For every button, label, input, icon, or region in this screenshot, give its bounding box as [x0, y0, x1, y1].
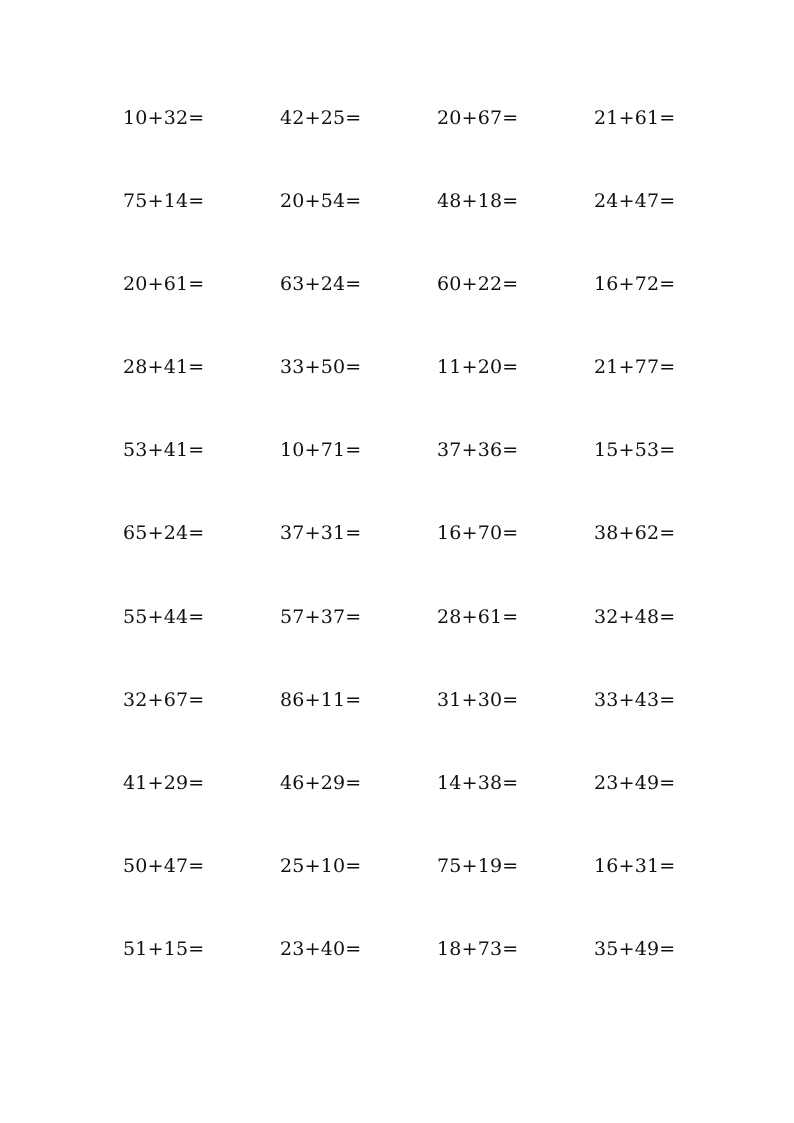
- addition-problem: 18+73=: [437, 938, 519, 960]
- addition-problem: 24+47=: [594, 190, 676, 212]
- addition-problem: 51+15=: [123, 938, 205, 960]
- addition-problem: 21+61=: [594, 107, 676, 129]
- problem-row: [0, 186, 794, 216]
- addition-problem: 20+54=: [280, 190, 362, 212]
- problem-row: [0, 352, 794, 382]
- addition-problem: 23+49=: [594, 772, 676, 794]
- addition-problem: 33+43=: [594, 689, 676, 711]
- addition-problem: 20+61=: [123, 273, 205, 295]
- addition-problem: 32+67=: [123, 689, 205, 711]
- addition-problem: 31+30=: [437, 689, 519, 711]
- problem-row: [0, 269, 794, 299]
- addition-problem: 10+71=: [280, 439, 362, 461]
- addition-problem: 33+50=: [280, 356, 362, 378]
- addition-problem: 38+62=: [594, 522, 676, 544]
- addition-problem: 50+47=: [123, 855, 205, 877]
- addition-problem: 46+29=: [280, 772, 362, 794]
- addition-problem: 60+22=: [437, 273, 519, 295]
- addition-problem: 48+18=: [437, 190, 519, 212]
- addition-problem: 15+53=: [594, 439, 676, 461]
- addition-problem: 16+31=: [594, 855, 676, 877]
- addition-problem: 16+72=: [594, 273, 676, 295]
- addition-problem: 10+32=: [123, 107, 205, 129]
- addition-problem: 55+44=: [123, 606, 205, 628]
- addition-problem: 63+24=: [280, 273, 362, 295]
- problem-row: [0, 518, 794, 548]
- addition-problem: 20+67=: [437, 107, 519, 129]
- addition-problem: 57+37=: [280, 606, 362, 628]
- problem-row: [0, 768, 794, 798]
- problem-row: [0, 103, 794, 133]
- addition-problem: 16+70=: [437, 522, 519, 544]
- addition-problem: 75+14=: [123, 190, 205, 212]
- addition-problem: 28+61=: [437, 606, 519, 628]
- addition-problem: 25+10=: [280, 855, 362, 877]
- addition-problem: 37+31=: [280, 522, 362, 544]
- addition-problem: 21+77=: [594, 356, 676, 378]
- addition-problem: 23+40=: [280, 938, 362, 960]
- addition-problem: 37+36=: [437, 439, 519, 461]
- addition-problem: 11+20=: [437, 356, 519, 378]
- addition-problem: 35+49=: [594, 938, 676, 960]
- problem-row: [0, 685, 794, 715]
- addition-problem: 28+41=: [123, 356, 205, 378]
- addition-problem: 42+25=: [280, 107, 362, 129]
- addition-problem: 53+41=: [123, 439, 205, 461]
- addition-problem: 32+48=: [594, 606, 676, 628]
- addition-problem: 41+29=: [123, 772, 205, 794]
- addition-problem: 86+11=: [280, 689, 362, 711]
- problem-row: [0, 602, 794, 632]
- addition-problem: 14+38=: [437, 772, 519, 794]
- problem-row: [0, 934, 794, 964]
- addition-problem: 65+24=: [123, 522, 205, 544]
- problem-row: [0, 435, 794, 465]
- problem-row: [0, 851, 794, 881]
- addition-problem: 75+19=: [437, 855, 519, 877]
